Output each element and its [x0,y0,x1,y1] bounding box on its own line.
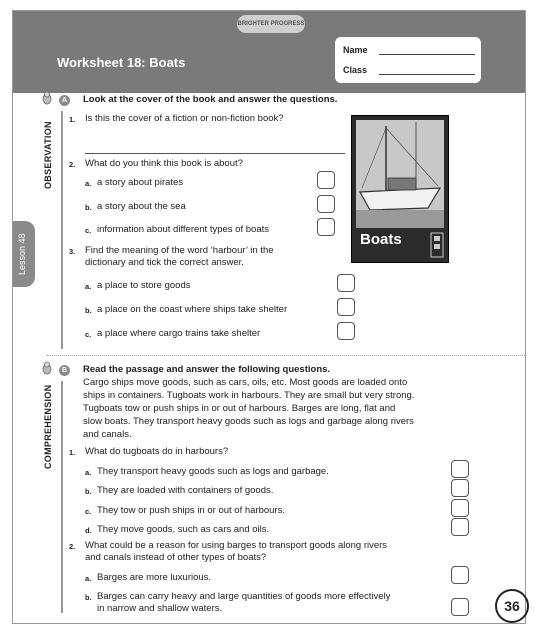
q2-opt-a-letter: a. [85,179,92,188]
q2-opt-b-letter: b. [85,203,92,212]
q3-opt-a-text: a place to store goods [97,280,191,291]
b-q2-number: 2. [69,542,76,551]
b-q1-opt-b-text: They are loaded with containers of goods. [97,485,274,496]
q3-opt-b-letter: b. [85,306,92,315]
q1-text: Is this the cover of a fiction or non-fiction book? [85,113,284,124]
b-q2-text-line2: and canals instead of other types of boats? [85,552,267,563]
class-field[interactable] [379,74,475,75]
q3-text-line2: dictionary and tick the correct answer. [85,257,244,268]
b-q1-opt-c-text: They tow or push ships in or out of harbours. [97,505,285,516]
passage-line-1: Cargo ships move goods, such as cars, oils, etc. Most goods are loaded onto [83,377,408,388]
b-q1-opt-a-letter: a. [85,468,92,477]
b-q2-opt-a-letter: a. [85,574,92,583]
b-q2-text-line1: What could be a reason for using barges to transport goods along rivers [85,540,388,551]
lesson-label: Lesson 48 [17,233,27,275]
q2-opt-a-text: a story about pirates [97,177,184,188]
section-divider [47,355,525,356]
name-class-box [335,37,481,83]
sailboat-photo [356,120,444,228]
q3-opt-a-letter: a. [85,282,92,291]
section-b-badge: B [59,365,70,376]
b-q1-opt-b-letter: b. [85,487,92,496]
observation-label: OBSERVATION [43,121,53,189]
publisher-mark-icon [430,232,444,258]
bird-mascot-icon [41,91,53,105]
b-q1-opt-b-checkbox[interactable] [451,479,469,497]
worksheet-title: Worksheet 18: Boats [57,55,186,70]
sailboat-icon [356,120,444,228]
q3-number: 3. [69,247,76,256]
name-label: Name [343,45,368,55]
b-q2-opt-b-letter: b. [85,593,92,602]
name-field[interactable] [379,54,475,55]
passage-line-5: and canals. [83,429,132,440]
b-q1-opt-d-checkbox[interactable] [451,518,469,536]
passage-line-4: slow boats. They transport heavy goods such as logs and garbage along rivers [83,416,414,427]
q2-text: What do you think this book is about? [85,158,243,169]
publisher-logo: BRIGHTER PROGRESS [237,15,305,33]
worksheet-page [12,10,526,624]
b-q1-number: 1. [69,448,76,457]
b-q2-opt-b-checkbox[interactable] [451,598,469,616]
b-q1-opt-a-text: They transport heavy goods such as logs and garbage. [97,466,329,477]
b-q2-opt-a-text: Barges are more luxurious. [97,572,212,583]
q2-number: 2. [69,160,76,169]
b-q1-opt-c-checkbox[interactable] [451,499,469,517]
b-q1-opt-a-checkbox[interactable] [451,460,469,478]
q3-text-line1: Find the meaning of the word ‘harbour’ in the [85,245,274,256]
book-title: Boats [360,231,402,248]
lesson-tab [13,221,35,287]
section-b-instruction: Read the passage and answer the following questions. [83,364,331,375]
q3-opt-b-checkbox[interactable] [337,298,355,316]
q3-opt-a-checkbox[interactable] [337,274,355,292]
q3-opt-c-text: a place where cargo trains take shelter [97,328,261,339]
class-label: Class [343,65,368,75]
b-q1-opt-d-text: They move goods, such as cars and oils. [97,524,270,535]
b-q1-opt-d-letter: d. [85,526,92,535]
book-cover [351,115,449,263]
q3-opt-b-text: a place on the coast where ships take shelter [97,304,288,315]
q1-answer-line[interactable] [85,153,345,154]
header-bar [13,11,525,93]
b-q2-opt-b-text-line2: in narrow and shallow waters. [97,603,223,614]
passage-line-2: ships in containers. Tugboats work in harbours. They are small but very strong. [83,390,415,401]
b-q1-opt-c-letter: c. [85,507,92,516]
section-a-instruction: Look at the cover of the book and answer the questions. [83,94,338,105]
passage-line-3: Tugboats tow or push ships in or out of harbours. Barges are long, flat and [83,403,396,414]
q2-opt-c-checkbox[interactable] [317,218,335,236]
section-a-badge: A [59,95,70,106]
q1-number: 1. [69,115,76,124]
q2-opt-b-text: a story about the sea [97,201,186,212]
q2-opt-a-checkbox[interactable] [317,171,335,189]
q2-opt-c-text: information about different types of boats [97,224,269,235]
q3-opt-c-checkbox[interactable] [337,322,355,340]
b-q2-opt-b-text-line1: Barges can carry heavy and large quantities of goods more effectively [97,591,391,602]
comprehension-label: COMPREHENSION [43,384,53,469]
b-q2-opt-a-checkbox[interactable] [451,566,469,584]
q2-opt-c-letter: c. [85,226,92,235]
bird-mascot-icon [41,361,53,375]
b-q1-text: What do tugboats do in harbours? [85,446,229,457]
section-b-rule [61,381,63,613]
section-a-rule [61,111,63,349]
q2-opt-b-checkbox[interactable] [317,195,335,213]
q3-opt-c-letter: c. [85,330,92,339]
page-number: 36 [495,589,529,623]
